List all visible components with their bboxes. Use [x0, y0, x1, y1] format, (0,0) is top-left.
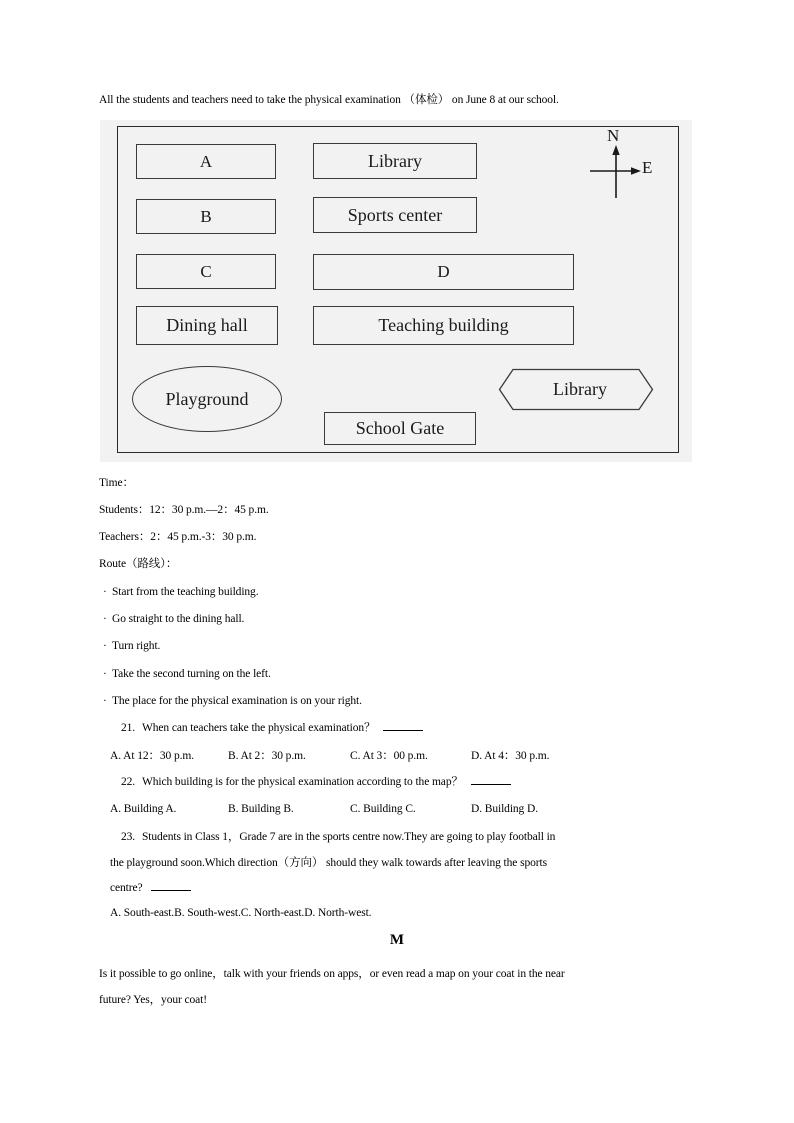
teachers-time: Teachers：2：45 p.m.-3：30 p.m.: [99, 531, 257, 543]
question-22-text: Which building is for the physical examination according to the map？: [142, 776, 463, 788]
route-step-text: Turn right.: [112, 640, 161, 652]
section-m-paragraph-line-1: Is it possible to go online，talk with your friends on apps，or even read a map on your coat in the near: [99, 968, 565, 980]
question-21-answer-blank[interactable]: [383, 721, 423, 731]
question-23-stem-line-1: [121, 828, 555, 844]
bullet-icon: ·: [103, 668, 107, 680]
map-shape-playground: Playground: [132, 366, 282, 432]
question-22-options: [110, 801, 538, 817]
compass-arrows-icon: [580, 128, 668, 206]
route-step-5: [103, 693, 362, 709]
question-23-text-3: centre?: [110, 882, 143, 894]
question-22-option-c[interactable]: C. Building C.: [350, 803, 416, 815]
compass-north-label: N: [607, 126, 620, 145]
question-23-option-c[interactable]: C. North-east.: [240, 907, 305, 919]
bullet-icon: ·: [103, 613, 107, 625]
question-23-options: [110, 907, 371, 919]
map-box-c: C: [136, 254, 276, 289]
question-23-stem-line-3: [110, 881, 191, 894]
route-step-2: [103, 611, 244, 627]
question-23-number: 23.: [121, 831, 136, 843]
map-box-sports-center: Sports center: [313, 197, 477, 233]
question-22-answer-blank[interactable]: [471, 775, 511, 785]
map-library-hexagon-label: Library: [553, 379, 607, 399]
question-22-option-a[interactable]: A. Building A.: [110, 803, 177, 815]
map-box-a: A: [136, 144, 276, 179]
route-step-text: Start from the teaching building.: [112, 586, 259, 598]
compass-rose: [580, 128, 668, 206]
route-step-text: Go straight to the dining hall.: [112, 613, 245, 625]
compass-east-label: E: [642, 158, 653, 177]
map-box-b: B: [136, 199, 276, 234]
question-23-stem-line-2: the playground soon.Which direction（方向） should they walk towards after leaving the sports: [110, 857, 547, 869]
question-23-text-1: Students in Class 1，Grade 7 are in the sports centre now.They are going to play football in: [142, 831, 556, 843]
route-step-3: [103, 638, 160, 654]
route-step-text: The place for the physical examination is on your right.: [112, 695, 362, 707]
route-label: Route（路线）：: [99, 558, 178, 570]
map-box-d: D: [313, 254, 574, 290]
students-time: Students：12：30 p.m.—2：45 p.m.: [99, 504, 269, 516]
map-box-school-gate: School Gate: [324, 412, 476, 445]
section-m-paragraph-line-2: future? Yes，your coat!: [99, 994, 207, 1006]
question-22-number: 22.: [121, 776, 136, 788]
map-shape-library-hexagon: [498, 368, 654, 411]
question-21-text: When can teachers take the physical examination？: [142, 722, 376, 734]
route-step-4: [103, 666, 271, 682]
map-box-teaching-building: Teaching building: [313, 306, 574, 345]
question-21-option-a[interactable]: A. At 12：30 p.m.: [110, 750, 195, 762]
question-23-option-d[interactable]: D. North-west.: [304, 907, 372, 919]
map-box-dining-hall: Dining hall: [136, 306, 278, 345]
question-23-option-a[interactable]: A. South-east.: [110, 907, 175, 919]
bullet-icon: ·: [103, 586, 107, 598]
route-step-1: [103, 584, 259, 600]
question-21-option-c[interactable]: C. At 3：00 p.m.: [350, 750, 428, 762]
bullet-icon: ·: [103, 695, 107, 707]
question-21-stem: [121, 720, 423, 736]
question-22-stem: [121, 774, 511, 790]
question-21-number: 21.: [121, 722, 136, 734]
question-21-option-b[interactable]: B. At 2：30 p.m.: [228, 750, 306, 762]
question-22-option-b[interactable]: B. Building B.: [228, 803, 294, 815]
question-23-option-b[interactable]: B. South-west.: [174, 907, 241, 919]
map-box-library-top: Library: [313, 143, 477, 179]
section-heading-m: M: [389, 932, 405, 948]
bullet-icon: ·: [103, 640, 107, 652]
route-step-text: Take the second turning on the left.: [112, 668, 271, 680]
question-21-option-d[interactable]: D. At 4：30 p.m.: [471, 750, 550, 762]
question-21-options: [110, 748, 549, 764]
intro-paragraph: All the students and teachers need to take the physical examination （体检） on June 8 at our school.: [99, 94, 559, 106]
question-22-option-d[interactable]: D. Building D.: [471, 803, 538, 815]
question-23-answer-blank[interactable]: [151, 881, 191, 891]
time-label: Time：: [99, 477, 134, 489]
